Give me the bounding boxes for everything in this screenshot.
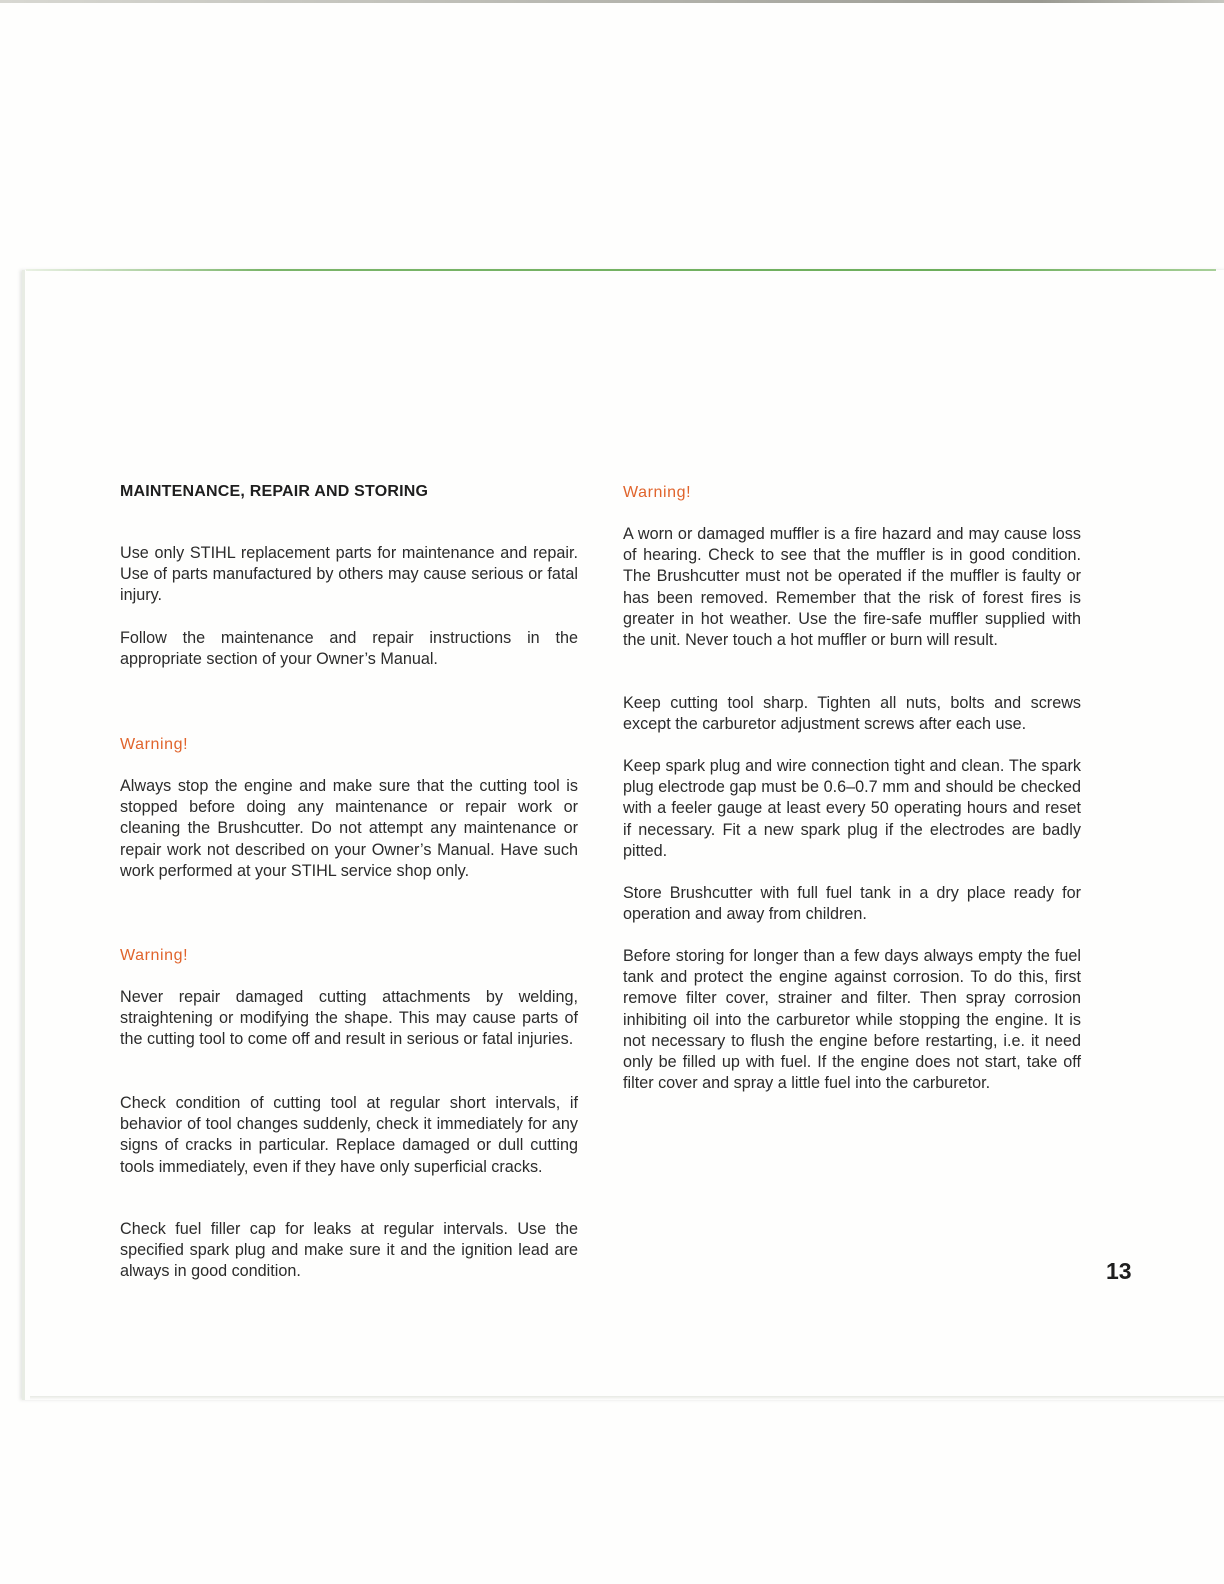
paragraph-muffler: A worn or damaged muffler is a fire hazard and may cause loss of hearing. Check to see that the muffler is in good condition. The Brushcutter must not be operated if the muffler is faulty or has been removed. Remember that the risk of forest fires is greater in hot weather. Use the fire-safe muffler supplied with the unit. Never touch a hot muffler or burn will result. (623, 525, 1081, 650)
warning-label: Warning! (120, 736, 189, 753)
paragraph-store-brushcutter: Store Brushcutter with full fuel tank in a dry place ready for operation and away from children. (623, 884, 1081, 924)
paragraph-spark-plug: Keep spark plug and wire connection tight and clean. The spark plug electrode gap must be 0.6–0.7 mm and should be checked with a feeler gauge at least every 50 operating hours and reset if necessary. Fit a new spark plug if the electrodes are badly pitted. (623, 757, 1081, 860)
paragraph-stop-engine: Always stop the engine and make sure that the cutting tool is stopped before doing any maintenance or repair work or cleaning the Brushcutter. Do not attempt any maintenance or repair work not described on your Owner’s Manual. Have such work performed at your STIHL service shop only. (120, 777, 578, 880)
page-number: 13 (1106, 1258, 1132, 1284)
paragraph-replacement-parts: Use only STIHL replacement parts for maintenance and repair. Use of parts manufactured by others may cause serious or fatal injury. (120, 544, 578, 605)
green-divider-rule (26, 269, 1216, 271)
paragraph-cutting-tool-sharp: Keep cutting tool sharp. Tighten all nuts, bolts and screws except the carburetor adjustment screws after each use. (623, 694, 1081, 734)
warning-label: Warning! (623, 484, 692, 501)
paragraph-check-cutting-tool: Check condition of cutting tool at regular short intervals, if behavior of tool changes suddenly, check it immediately for any signs of cracks in particular. Replace damaged or dull cutting tools immediately, even if they have only superficial cracks. (120, 1094, 578, 1176)
section-heading: MAINTENANCE, REPAIR AND STORING (120, 483, 429, 500)
scan-top-edge (0, 0, 1224, 3)
paragraph-storing-longer: Before storing for longer than a few days always empty the fuel tank and protect the engine against corrosion. To do this, first remove filter cover, strainer and filter. Then spray corrosion inhibiting oil into the carburetor while stopping the engine. It is not necessary to flush the engine before restarting, i.e. it need only be filled up with fuel. If the engine does not start, take off filter cover and spray a little fuel into the carburetor. (623, 947, 1081, 1093)
paragraph-maintenance-instructions: Follow the maintenance and repair instructions in the appropriate section of your Owner’s Manual. (120, 629, 578, 669)
warning-label: Warning! (120, 947, 189, 964)
paragraph-no-welding: Never repair damaged cutting attachments by welding, straightening or modifying the shape. This may cause parts of the cutting tool to come off and result in serious or fatal injuries. (120, 988, 578, 1049)
sheet-bottom-edge (30, 1396, 1224, 1400)
paragraph-fuel-filler-cap: Check fuel filler cap for leaks at regular intervals. Use the specified spark plug and make sure it and the ignition lead are always in good condition. (120, 1220, 578, 1281)
